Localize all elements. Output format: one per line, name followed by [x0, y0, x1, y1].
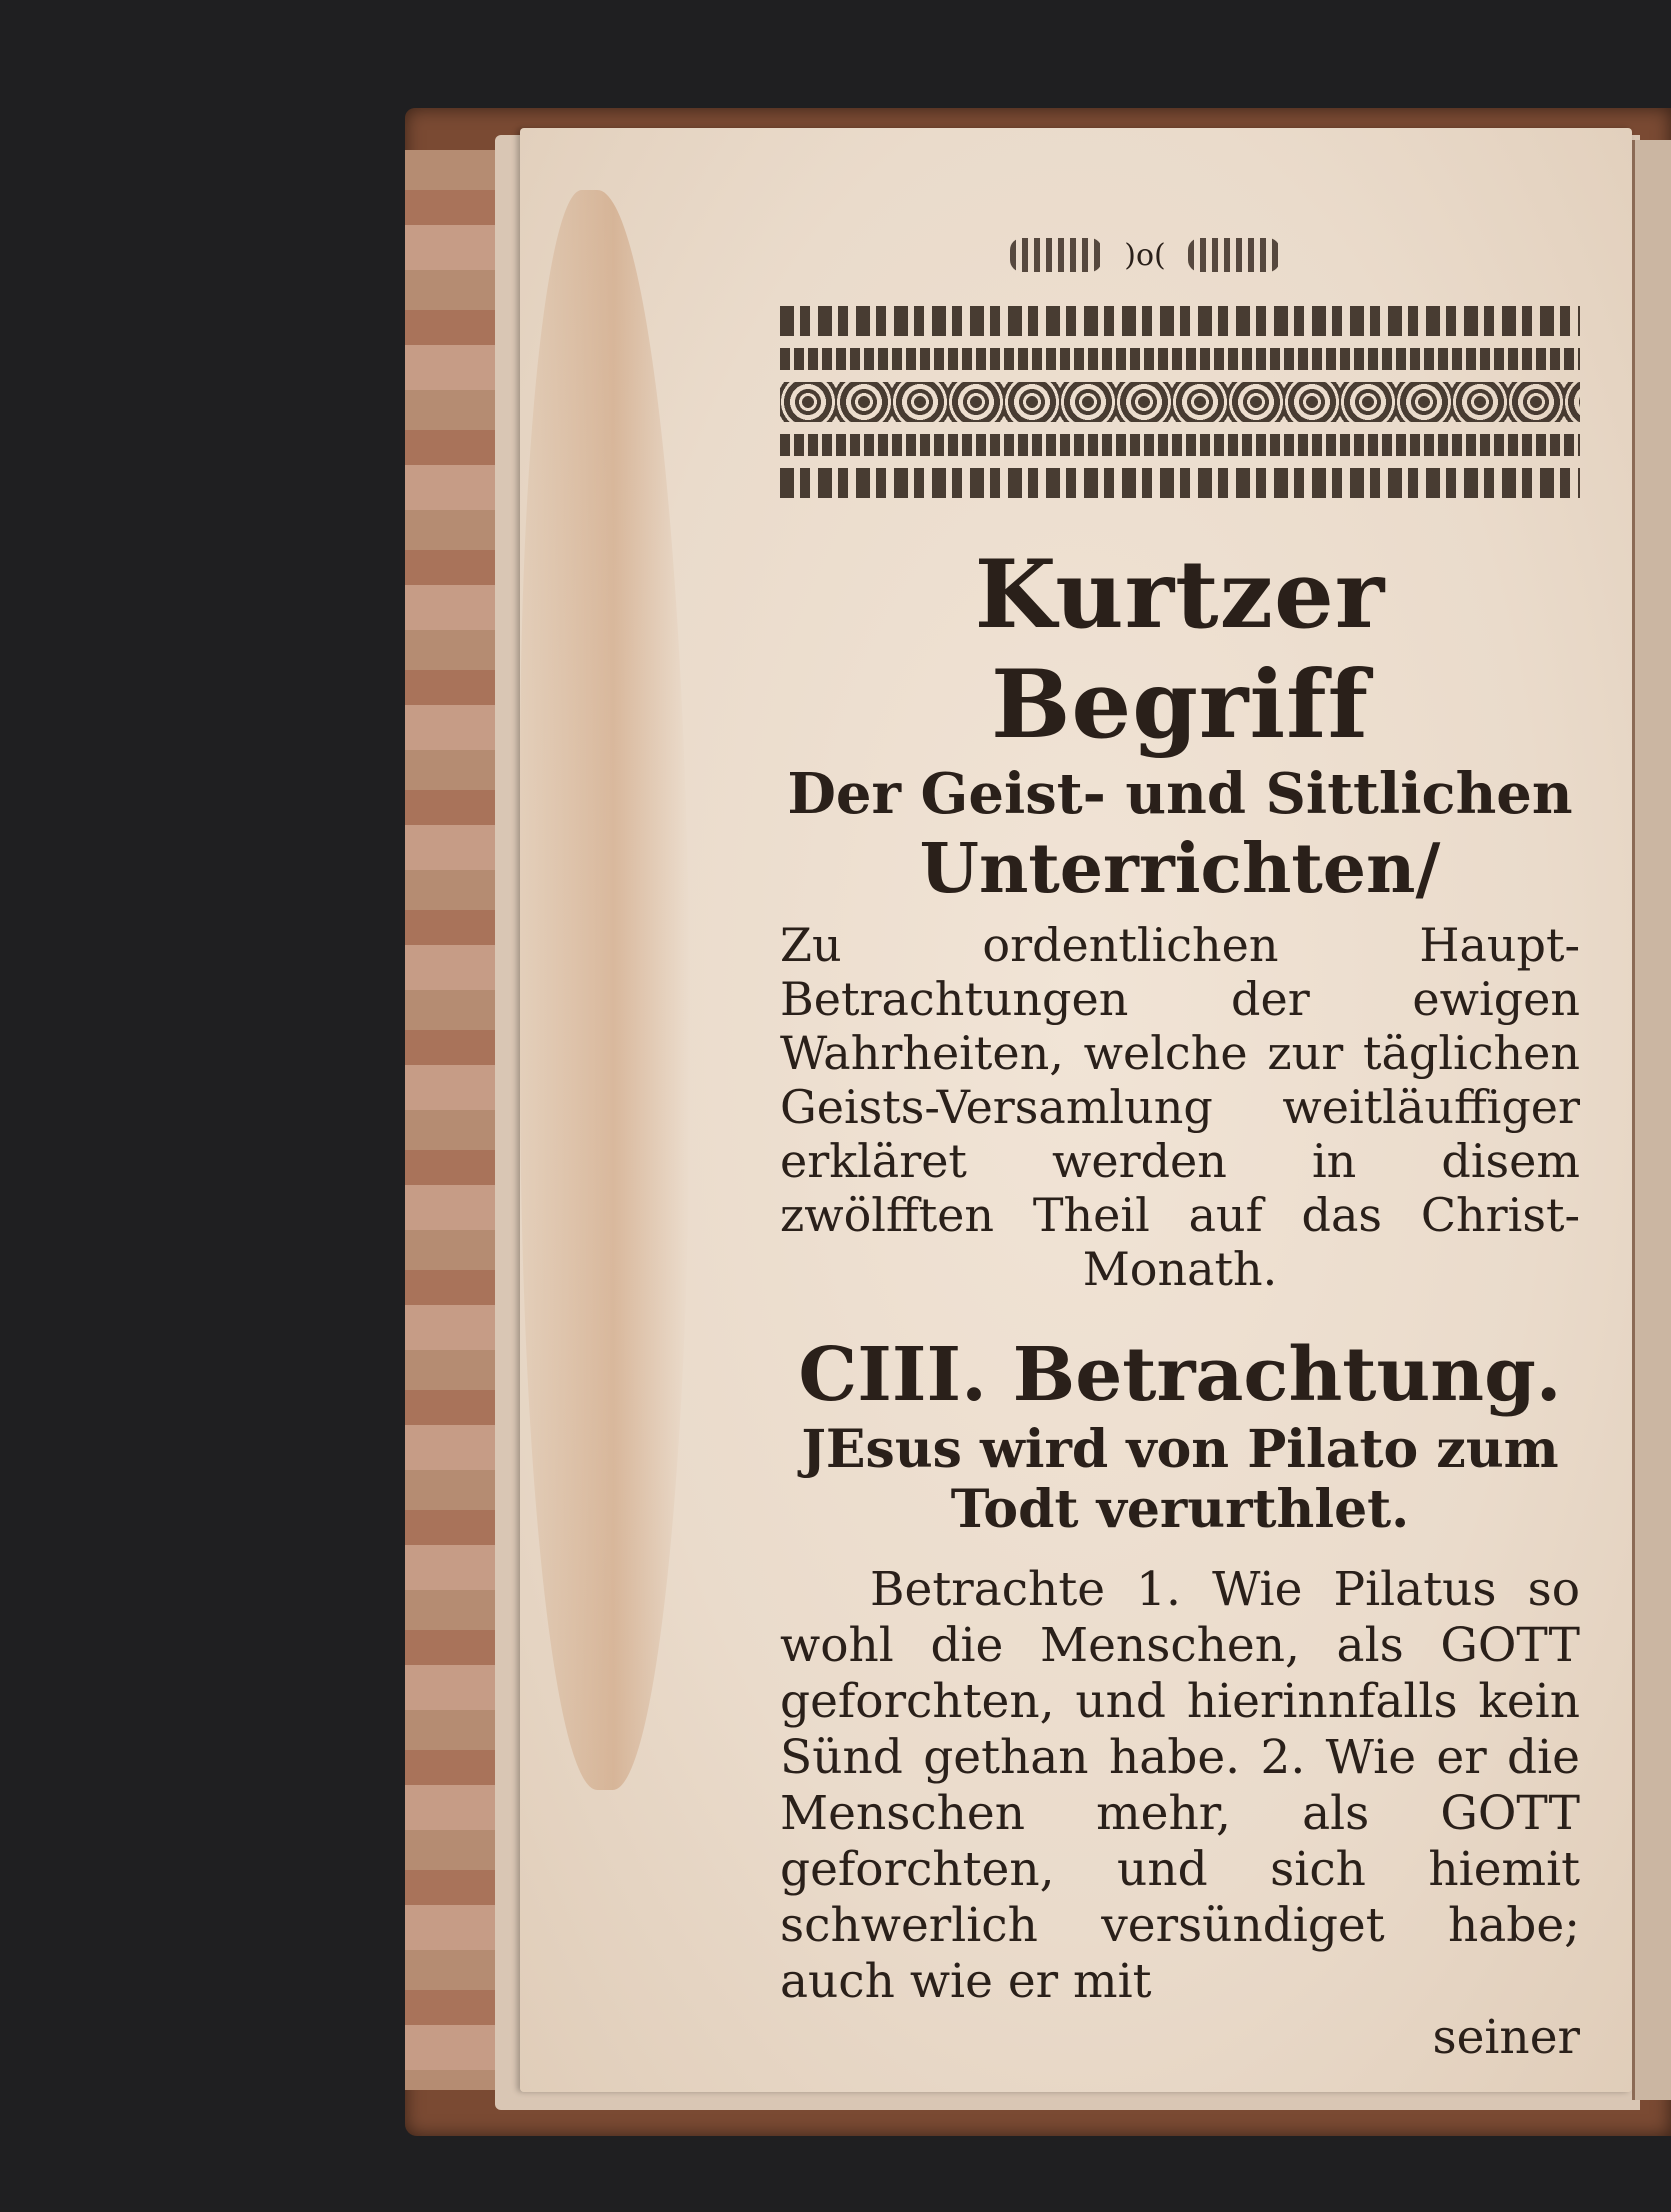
ornament-row-icon [780, 348, 1580, 370]
page-marker [710, 232, 1580, 278]
ornament-row-icon [780, 468, 1580, 498]
subtitle-line-2: Unterrichten/ [919, 829, 1441, 909]
book-spine-edge [405, 150, 504, 2090]
body-paragraph: Betrachte 1. Wie Pilatus so wohl die Menschen, als GOTT geforchten, und hierinnfalls kein Sünd gethan habe. 2. Wie er die Menschen mehr, als GOTT geforchten, und sich hiemit schwerlich versündiget habe; auch wie er mit [780, 1562, 1580, 2009]
page-marker-text: )o( [1124, 237, 1166, 273]
flourish-right-icon [1188, 238, 1280, 272]
catchword: seiner [1432, 2010, 1580, 2065]
flourish-left-icon [1010, 238, 1102, 272]
page-content [780, 232, 1580, 2066]
page-title: Kurtzer Begriff [974, 540, 1386, 760]
section-heading: CIII. Betrachtung. [798, 1332, 1562, 1418]
section-subheading: JEsus wird von Pilato zum Todt verurthlet. [801, 1419, 1559, 1540]
ornament-rosette-row-icon [780, 382, 1580, 422]
subtitle-line-1: Der Geist- und Sittlichen [787, 761, 1573, 827]
ornamental-header-band [780, 306, 1580, 498]
facing-page-edge [1632, 140, 1671, 2100]
ornament-row-icon [780, 434, 1580, 456]
ornament-row-icon [780, 306, 1580, 336]
title-description: Zu ordentlichen Haupt-Betrachtungen der ewigen Wahrheiten, welche zur täglichen Geists-Versamlung weitläuffiger erkläret werden in disem zwölfften Theil auf das Christ-Monath. [780, 918, 1580, 1296]
